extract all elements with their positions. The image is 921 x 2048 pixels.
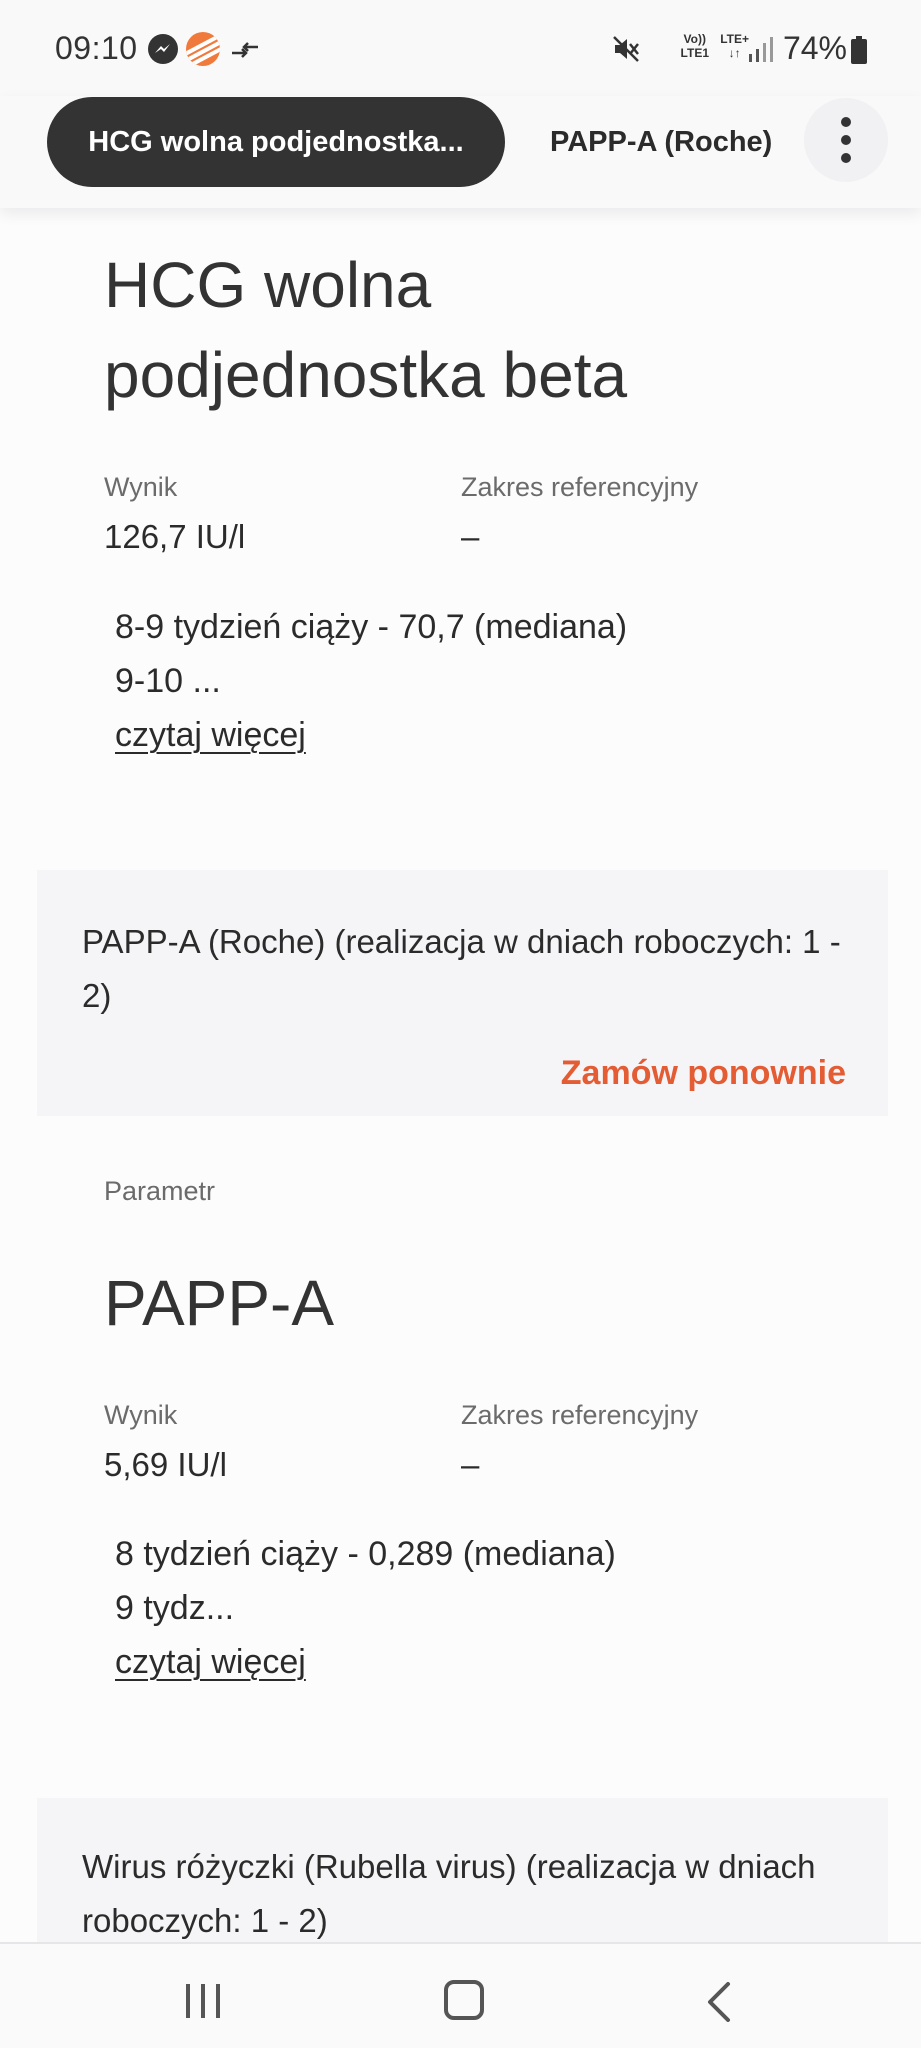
volte-line2: LTE1	[680, 46, 709, 60]
tab-hcg[interactable]: HCG wolna podjednostka...	[47, 97, 505, 187]
hcg-ref-value: –	[461, 518, 480, 555]
signal-icon	[749, 36, 773, 67]
hcg-reference-note	[115, 600, 627, 762]
hcg-title-line2: podjednostka beta	[104, 339, 628, 411]
hcg-result-label: Wynik	[104, 472, 178, 502]
papp-ref-value: –	[461, 1446, 480, 1483]
lte-indicator	[720, 32, 749, 60]
papp-param-label: Parametr	[104, 1176, 216, 1206]
hcg-note-line1: 8-9 tydzień ciąży - 70,7 (mediana)	[115, 608, 628, 646]
lte-line2: ↓↑	[728, 46, 741, 60]
more-vert-icon-dot	[841, 135, 851, 145]
tab-bar	[0, 96, 921, 208]
hcg-read-more-link[interactable]: czytaj więcej	[115, 716, 306, 754]
papp-note-line1: 8 tydzień ciąży - 0,289 (mediana)	[115, 1535, 616, 1573]
more-options-button[interactable]	[804, 98, 888, 182]
hcg-ref-label: Zakres referencyjny	[461, 472, 699, 502]
back-icon[interactable]	[706, 1982, 732, 2027]
papp-result-label: Wynik	[104, 1400, 178, 1430]
volte-line1: Vo))	[683, 32, 706, 46]
hcg-note-line2: 9-10 ...	[115, 662, 221, 700]
papp-reference-note	[115, 1527, 616, 1689]
hcg-result-value: 126,7 IU/l	[104, 518, 246, 555]
recent-apps-icon[interactable]	[186, 1984, 222, 2018]
papp-read-more-link[interactable]: czytaj więcej	[115, 1643, 306, 1681]
battery-icon	[851, 36, 867, 64]
system-nav-bar	[0, 1942, 921, 2048]
volte-indicator	[681, 32, 709, 60]
reorder-button[interactable]: Zamów ponownie	[560, 1054, 846, 1092]
rubella-order-title: Wirus różyczki (Rubella virus) (realizacja w dniach roboczych: 1 - 2)	[82, 1848, 816, 1939]
battery-percent: 74%	[782, 30, 847, 66]
papp-note-line2: 9 tydz...	[115, 1589, 235, 1627]
app-notification-icon	[186, 32, 220, 66]
more-vert-icon	[841, 117, 851, 127]
mute-icon	[611, 34, 641, 69]
status-bar	[0, 0, 921, 96]
messenger-icon	[148, 34, 178, 64]
papp-order-title: PAPP-A (Roche) (realizacja w dniach roboczych: 1 - 2)	[82, 923, 841, 1014]
hcg-title-line1: HCG wolna	[104, 249, 432, 321]
lte-line1: LTE+	[720, 32, 749, 46]
papp-title: PAPP-A	[104, 1267, 334, 1339]
papp-order-card	[37, 870, 888, 1116]
papp-result-value: 5,69 IU/l	[104, 1446, 227, 1483]
status-time: 09:10	[55, 30, 138, 66]
data-transfer-icon	[230, 40, 260, 66]
more-vert-icon-dot	[841, 153, 851, 163]
papp-ref-label: Zakres referencyjny	[461, 1400, 699, 1430]
tab-papp-a[interactable]: PAPP-A (Roche)	[550, 126, 773, 158]
home-icon[interactable]	[444, 1980, 484, 2020]
rubella-order-card	[37, 1798, 888, 1958]
